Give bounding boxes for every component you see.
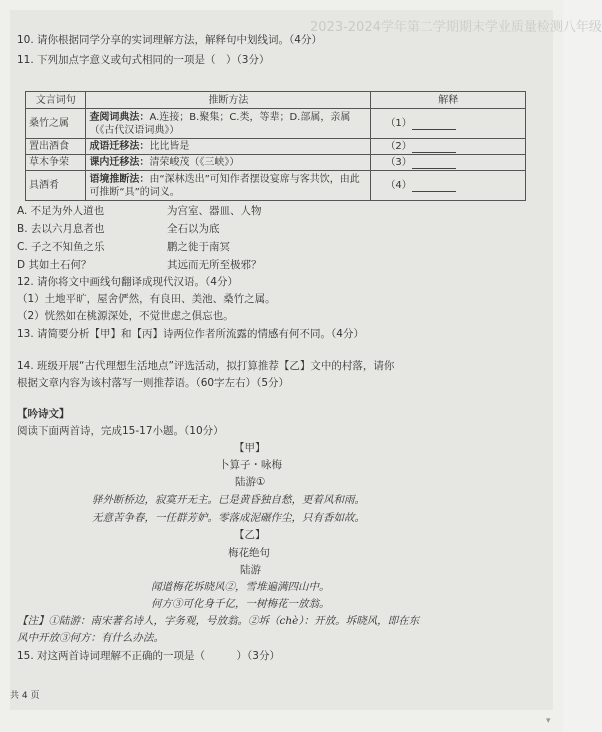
table-cell-method <box>86 109 371 139</box>
answer-blank[interactable] <box>412 158 456 169</box>
table-header: 解释 <box>371 92 526 109</box>
question-12-item-2: （2）恍然如在桃源深处，不觉世虑之俱忘也。 <box>17 310 234 322</box>
poem-1-line-1: 驿外断桥边，寂寞开无主。已是黄昏独自愁，更着风和雨。 <box>92 494 365 506</box>
question-13: 13. 请简要分析【甲】和【丙】诗两位作者所流露的情感有何不同。（4分） <box>17 328 364 340</box>
method-text: 清荣峻茂（《三峡》） <box>149 157 240 168</box>
method-text: 由“深林迭出”可知作者摆设宴席与客共饮，由此可推断“具”的词义。 <box>89 173 360 198</box>
table-header: 推断方法 <box>86 92 371 109</box>
option-a-right: 为宫室、器皿、人物 <box>167 205 262 217</box>
annotation-line-2: 风中开放③何方：有什么办法。 <box>17 632 164 644</box>
table-row <box>26 155 526 171</box>
answer-number: （4） <box>385 180 412 191</box>
question-12-item-1: （1）土地平旷，屋舍俨然，有良田、美池、桑竹之属。 <box>17 293 276 305</box>
poem-1-line-2: 无意苦争春，一任群芳妒。零落成泥碾作尘，只有香如故。 <box>92 512 365 524</box>
question-15: 15. 对这两首诗词理解不正确的一项是（ ）（3分） <box>17 650 280 662</box>
question-14-line-2: 根据文章内容为该村落写一则推荐语。（60字左右）（5分） <box>17 377 290 389</box>
poem-1-title: 卜算子・咏梅 <box>219 459 282 471</box>
exam-sheet <box>10 10 602 710</box>
table-cell-answer <box>371 109 526 139</box>
method-text: A.连接；B.聚集；C.类，等辈；D.部属，亲属（《古代汉语词典》） <box>89 111 351 136</box>
answer-number: （2） <box>385 141 412 152</box>
table-cell-method <box>86 139 371 155</box>
table-cell-method <box>86 155 371 171</box>
table-cell-word: 桑竹之属 <box>26 109 86 139</box>
table-cell-word: 草木争荣 <box>26 155 86 171</box>
corner-mark: ▾ <box>546 716 551 726</box>
table-cell-answer <box>371 171 526 201</box>
answer-blank[interactable] <box>412 142 456 153</box>
question-12: 12. 请你将文中画线句翻译成现代汉语。（4分） <box>17 276 238 288</box>
table-cell-word: 具酒肴 <box>26 171 86 201</box>
method-name: 成语迁移法： <box>89 141 150 152</box>
table-cell-word: 置出酒食 <box>26 139 86 155</box>
table-row <box>26 139 526 155</box>
page-footer: 共 4 页 <box>10 691 40 701</box>
table-cell-method <box>86 171 371 201</box>
header-watermark: 2023-2024学年第二学期期末学业质量检测八年级 <box>310 20 602 35</box>
question-10: 10. 请你根据同学分享的实词理解方法，解释句中划线词。（4分） <box>17 34 322 46</box>
section-intro: 阅读下面两首诗，完成15-17小题。（10分） <box>17 425 224 437</box>
answer-blank[interactable] <box>412 181 456 192</box>
poem-2-line-2: 何方③可化身千亿，一树梅花一放翁。 <box>151 598 330 610</box>
answer-number: （3） <box>385 157 412 168</box>
option-b-right: 全石以为底 <box>167 223 220 235</box>
poem-2-title: 梅花绝句 <box>228 547 270 559</box>
table-header: 文言词句 <box>26 92 86 109</box>
option-b-left: B. 去以六月息者也 <box>17 223 105 235</box>
poem-1-tag: 【甲】 <box>234 442 266 454</box>
table-header-row <box>26 92 526 109</box>
word-method-table <box>25 91 526 201</box>
table-row <box>26 171 526 201</box>
table-cell-answer <box>371 155 526 171</box>
table-cell-answer <box>371 139 526 155</box>
option-c-right: 鹏之徙于南冥 <box>167 241 230 253</box>
question-14-line-1: 14. 班级开展“古代理想生活地点”评选活动，拟打算推荐【乙】文中的村落，请你 <box>17 360 395 372</box>
question-11: 11. 下列加点字意义或句式相同的一项是（ ）（3分） <box>17 54 270 66</box>
section-title: 【吟诗文】 <box>17 408 70 420</box>
method-name: 课内迁移法： <box>89 157 150 168</box>
answer-blank[interactable] <box>412 119 456 130</box>
option-d-right: 其远而无所至极邪？ <box>167 259 262 271</box>
method-name: 查阅词典法： <box>89 111 150 123</box>
option-c-left: C. 子之不知鱼之乐 <box>17 241 105 253</box>
option-d-left: D 其如土石何？ <box>17 259 92 271</box>
method-text: 比比皆是 <box>149 141 190 152</box>
answer-number: （1） <box>385 118 412 129</box>
poem-1-author: 陆游① <box>235 476 266 488</box>
poem-2-author: 陆游 <box>240 564 261 576</box>
method-name: 语境推断法： <box>89 173 150 185</box>
table-row <box>26 109 526 139</box>
poem-2-line-1: 闻道梅花坼晓风②，雪堆遍满四山中。 <box>151 581 330 593</box>
option-a-left: A. 不足为外人道也 <box>17 205 105 217</box>
poem-2-tag: 【乙】 <box>234 529 266 541</box>
annotation-line-1: 【注】①陆游：南宋著名诗人，字务观，号放翁。②坼（chè）：开放。坼晓风，即在东 <box>17 615 420 627</box>
